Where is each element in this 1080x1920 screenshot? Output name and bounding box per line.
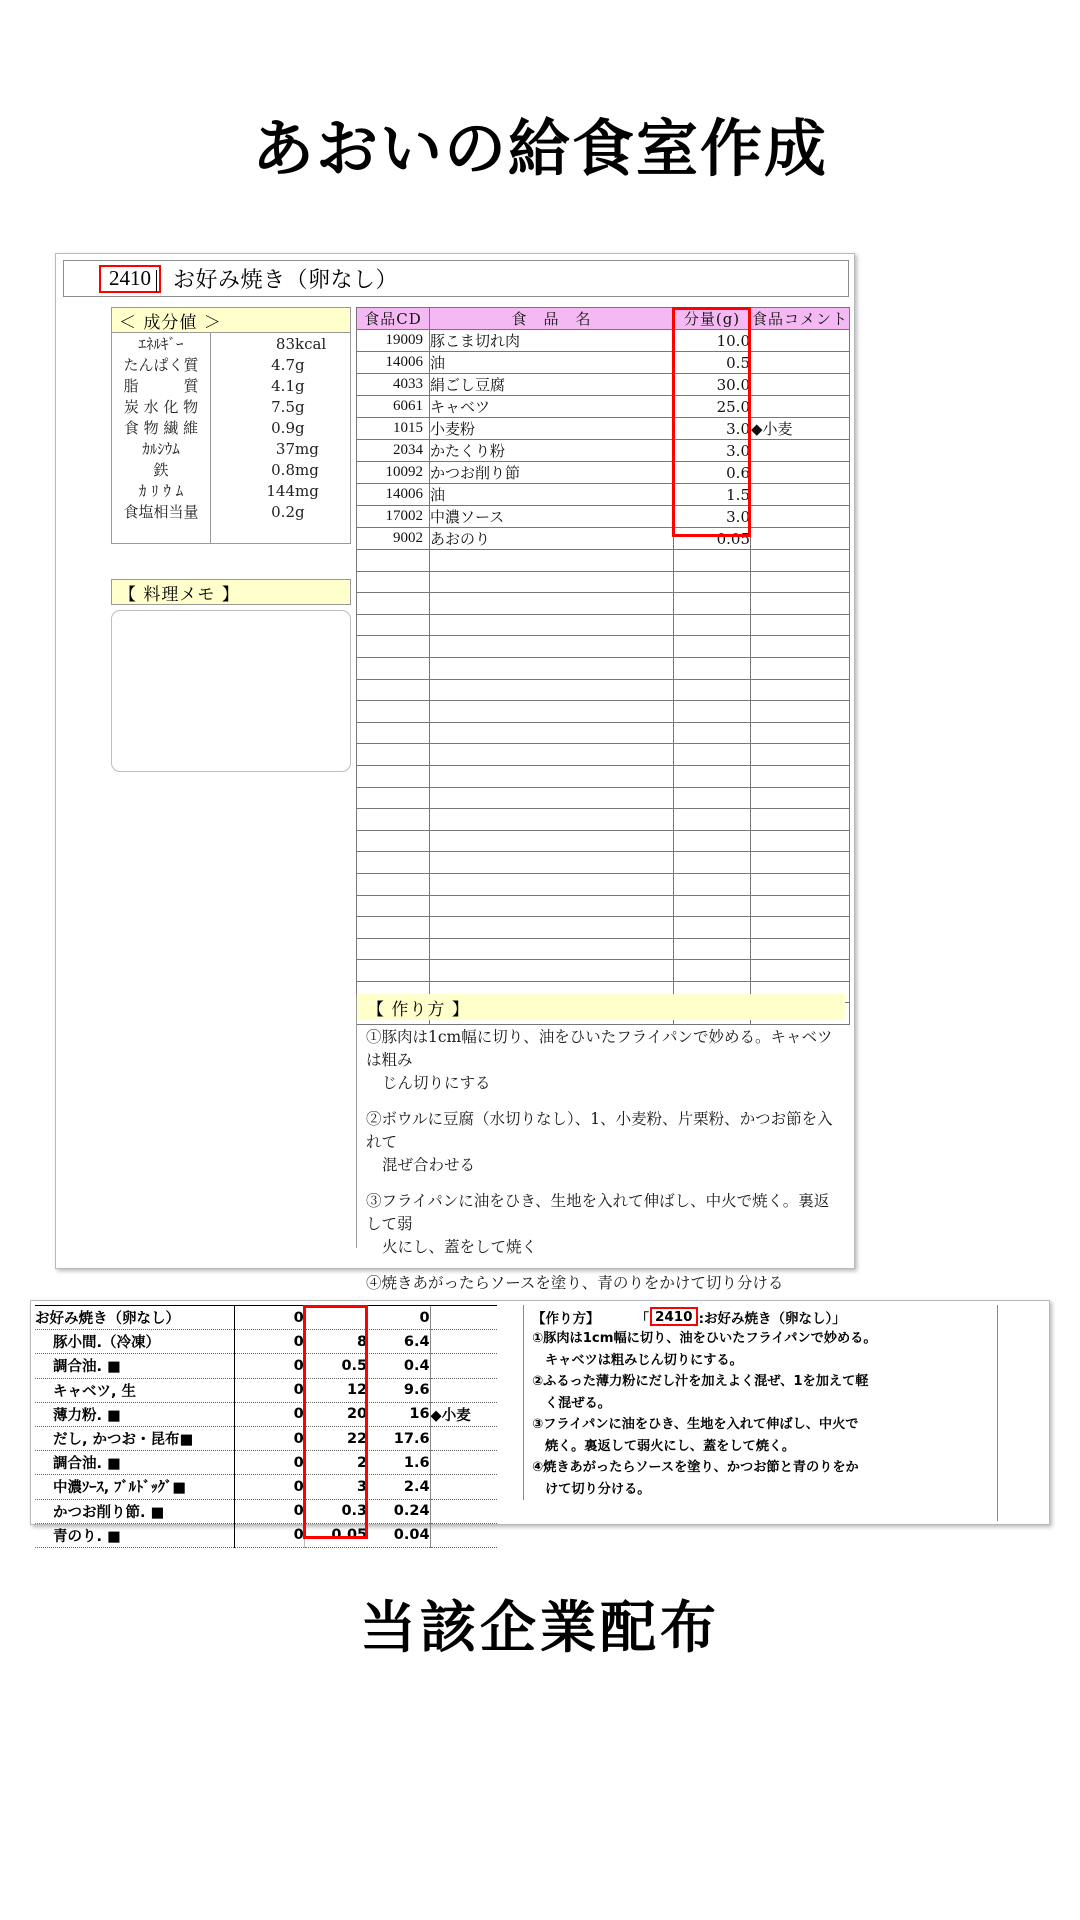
cell-name[interactable] xyxy=(430,765,674,787)
cell-name[interactable]: 小麦粉 xyxy=(430,418,674,440)
nutrition-table xyxy=(111,333,351,544)
cell-code[interactable] xyxy=(357,744,430,766)
cell-code[interactable] xyxy=(357,571,430,593)
cell-name[interactable] xyxy=(430,636,674,658)
summary-cell-v0[interactable]: 0 xyxy=(235,1378,304,1402)
method-step xyxy=(366,1190,841,1259)
cell-name[interactable] xyxy=(430,614,674,636)
cell-code[interactable] xyxy=(357,852,430,874)
summary-cell-v2[interactable]: 0.04 xyxy=(367,1523,430,1547)
nutrition-value: 0.8 xyxy=(271,460,295,479)
nutrition-unit: g xyxy=(295,418,305,437)
cell-name[interactable] xyxy=(430,809,674,831)
cell-comment[interactable] xyxy=(751,506,850,528)
cell-qty[interactable] xyxy=(674,917,751,939)
method-step-cont: 混ぜ合わせる xyxy=(382,1156,476,1174)
summary-cell-comment[interactable] xyxy=(430,1330,497,1354)
cell-comment[interactable] xyxy=(751,852,850,874)
cell-code[interactable] xyxy=(357,917,430,939)
cell-name[interactable]: 油 xyxy=(430,352,674,374)
summary-row[interactable] xyxy=(35,1330,497,1354)
ingredient-row[interactable] xyxy=(357,440,850,462)
cell-code[interactable]: 17002 xyxy=(357,506,430,528)
cell-qty[interactable] xyxy=(674,787,751,809)
ingredient-header-row xyxy=(357,308,850,330)
nutrition-unit: g xyxy=(295,397,305,416)
ingredient-row-empty[interactable] xyxy=(357,765,850,787)
summary-cell-v2[interactable]: 6.4 xyxy=(367,1330,430,1354)
cell-qty[interactable] xyxy=(674,852,751,874)
cell-comment[interactable] xyxy=(751,396,850,418)
summary-cell-v1[interactable]: 20 xyxy=(304,1402,367,1426)
ingredient-row[interactable] xyxy=(357,484,850,506)
ingredient-row-empty[interactable] xyxy=(357,593,850,615)
summary-row[interactable] xyxy=(35,1402,497,1426)
ingredient-row[interactable] xyxy=(357,352,850,374)
cell-name[interactable] xyxy=(430,938,674,960)
method-step-lead: ③フライパンに油をひき、生地を入れて伸ばし、中火で焼く。裏返して弱 xyxy=(366,1192,830,1233)
cell-name[interactable] xyxy=(430,787,674,809)
cell-qty[interactable] xyxy=(674,895,751,917)
cell-name[interactable]: 絹ごし豆腐 xyxy=(430,374,674,396)
cell-qty[interactable] xyxy=(674,830,751,852)
cell-name[interactable] xyxy=(430,722,674,744)
ingredient-row-empty[interactable] xyxy=(357,830,850,852)
summary-cell-v1[interactable]: 0.3 xyxy=(304,1499,367,1523)
nutrition-value: 37 xyxy=(275,439,295,458)
nutrition-value: 4.1 xyxy=(271,376,295,395)
ingredient-row-empty[interactable] xyxy=(357,636,850,658)
cell-comment[interactable] xyxy=(751,593,850,615)
summary-cell-v1[interactable]: 2 xyxy=(304,1451,367,1475)
summary-cell-comment[interactable] xyxy=(430,1354,497,1378)
cell-name[interactable]: キャベツ xyxy=(430,396,674,418)
nutrition-label: 食塩相当量 xyxy=(112,501,211,522)
cell-comment[interactable] xyxy=(751,550,850,572)
summary-step xyxy=(532,1457,1043,1500)
ingredient-row-empty[interactable] xyxy=(357,571,850,593)
ingredient-row[interactable] xyxy=(357,330,850,352)
cell-name[interactable] xyxy=(430,744,674,766)
summary-row[interactable] xyxy=(35,1306,497,1330)
summary-recipe-code[interactable]: 2410 xyxy=(650,1307,698,1326)
method-section-title: 【 作り方 】 xyxy=(356,994,845,1020)
summary-cell-v0[interactable]: 0 xyxy=(235,1330,304,1354)
cell-name[interactable] xyxy=(430,571,674,593)
text-caret xyxy=(156,270,157,292)
cell-code[interactable] xyxy=(357,809,430,831)
cell-comment[interactable] xyxy=(751,330,850,352)
nutrition-value: 0.2 xyxy=(271,502,295,521)
cell-code[interactable] xyxy=(357,614,430,636)
nutrition-row xyxy=(112,501,350,522)
summary-cell-name[interactable]: だし, かつお・昆布■ xyxy=(35,1426,235,1450)
nutrition-label: ｶ ﾘ ｳ ﾑ xyxy=(112,480,211,501)
summary-cell-v2[interactable]: 16 xyxy=(367,1402,430,1426)
cell-qty[interactable]: 3.0 xyxy=(674,506,751,528)
nutrition-unit: kcal xyxy=(295,334,327,353)
cell-qty[interactable]: 1.5 xyxy=(674,484,751,506)
cell-comment[interactable] xyxy=(751,440,850,462)
ingredient-row[interactable] xyxy=(357,528,850,550)
recipe-sheet xyxy=(55,253,855,1292)
ingredient-row-empty[interactable] xyxy=(357,550,850,572)
summary-cell-name[interactable]: 調合油. ■ xyxy=(35,1451,235,1475)
summary-cell-comment[interactable]: ◆小麦 xyxy=(430,1402,497,1426)
summary-step-lead: ④焼きあがったらソースを塗り、かつお節と青のりをか xyxy=(532,1460,859,1475)
summary-cell-comment[interactable] xyxy=(430,1378,497,1402)
ingredient-row[interactable] xyxy=(357,418,850,440)
summary-cell-v0[interactable]: 0 xyxy=(235,1426,304,1450)
summary-steps-list xyxy=(532,1328,1043,1500)
nutrition-spacer xyxy=(112,522,350,543)
nutrition-row xyxy=(112,333,350,354)
nutrition-unit: g xyxy=(295,355,305,374)
summary-step-cont: く混ぜる。 xyxy=(545,1395,611,1411)
cell-code[interactable]: 9002 xyxy=(357,528,430,550)
cell-comment[interactable] xyxy=(751,744,850,766)
ingredient-row[interactable] xyxy=(357,462,850,484)
cell-comment[interactable] xyxy=(751,528,850,550)
summary-cell-v1[interactable]: 3 xyxy=(304,1475,367,1499)
summary-cell-name[interactable]: 中濃ｿｰｽ, ﾌﾞﾙﾄﾞｯｸﾞ■ xyxy=(35,1475,235,1499)
cell-comment[interactable] xyxy=(751,787,850,809)
nutrition-row xyxy=(112,480,350,501)
summary-cell-name[interactable]: 豚小間.（冷凍） xyxy=(35,1330,235,1354)
summary-cell-name[interactable]: 薄力粉. ■ xyxy=(35,1402,235,1426)
summary-cell-comment[interactable] xyxy=(430,1523,497,1547)
nutrition-unit: g xyxy=(295,376,305,395)
method-step-lead: ②ボウルに豆腐（水切りなし）、1、小麦粉、片栗粉、かつお節を入れて xyxy=(366,1110,833,1151)
cell-code[interactable] xyxy=(357,765,430,787)
cell-name[interactable]: 豚こま切れ肉 xyxy=(430,330,674,352)
cell-code[interactable]: 19009 xyxy=(357,330,430,352)
cell-qty[interactable] xyxy=(674,809,751,831)
cell-name[interactable]: かたくり粉 xyxy=(430,440,674,462)
ingredient-row-empty[interactable] xyxy=(357,917,850,939)
nutrition-label: 炭 水 化 物 xyxy=(112,396,211,417)
cell-qty[interactable] xyxy=(674,636,751,658)
cell-code[interactable] xyxy=(357,679,430,701)
cell-comment[interactable] xyxy=(751,484,850,506)
summary-step-lead: ③フライパンに油をひき、生地を入れて伸ばし、中火で xyxy=(532,1417,859,1432)
cell-comment[interactable] xyxy=(751,917,850,939)
summary-cell-v2[interactable]: 0.4 xyxy=(367,1354,430,1378)
cell-name[interactable] xyxy=(430,701,674,723)
cell-code[interactable] xyxy=(357,873,430,895)
cell-qty[interactable] xyxy=(674,701,751,723)
memo-section-title: 【 料理メモ 】 xyxy=(111,579,351,605)
nutrition-unit: mg xyxy=(295,439,319,458)
cell-comment[interactable] xyxy=(751,571,850,593)
cell-name[interactable] xyxy=(430,679,674,701)
nutrition-value: 4.7 xyxy=(271,355,295,374)
nutrition-unit: mg xyxy=(295,481,319,500)
cell-name[interactable]: あおのり xyxy=(430,528,674,550)
summary-method-panel xyxy=(523,1305,1043,1500)
cell-code[interactable] xyxy=(357,657,430,679)
summary-step xyxy=(532,1414,1043,1457)
nutrition-row xyxy=(112,459,350,480)
cell-comment[interactable] xyxy=(751,830,850,852)
cell-qty[interactable]: 30.0 xyxy=(674,374,751,396)
summary-cell-v0[interactable]: 0 xyxy=(235,1354,304,1378)
summary-step xyxy=(532,1371,1043,1414)
summary-cell-v0[interactable]: 0 xyxy=(235,1402,304,1426)
nutrition-row xyxy=(112,417,350,438)
cell-code[interactable] xyxy=(357,787,430,809)
cell-name[interactable] xyxy=(430,895,674,917)
cell-comment[interactable] xyxy=(751,722,850,744)
summary-method-header xyxy=(532,1305,1043,1328)
cell-comment[interactable]: ◆小麦 xyxy=(751,418,850,440)
summary-row[interactable] xyxy=(35,1475,497,1499)
cell-qty[interactable] xyxy=(674,550,751,572)
summary-dish-name: :お好み焼き（卵なし）」 xyxy=(698,1310,846,1327)
col-header-name: 食 品 名 xyxy=(430,308,674,330)
summary-cell-v0[interactable]: 0 xyxy=(235,1306,304,1330)
cell-name[interactable] xyxy=(430,873,674,895)
cell-code[interactable]: 14006 xyxy=(357,352,430,374)
method-step-cont: じん切りにする xyxy=(382,1074,491,1092)
cell-comment[interactable] xyxy=(751,873,850,895)
summary-row[interactable] xyxy=(35,1523,497,1547)
cell-code[interactable] xyxy=(357,701,430,723)
cell-qty[interactable] xyxy=(674,657,751,679)
nutrition-row xyxy=(112,375,350,396)
summary-row[interactable] xyxy=(35,1451,497,1475)
dish-name: お好み焼き（卵なし） xyxy=(173,268,399,293)
cell-code[interactable] xyxy=(357,593,430,615)
cell-code[interactable] xyxy=(357,550,430,572)
memo-textarea[interactable] xyxy=(111,610,351,772)
bracket-open: 「 xyxy=(635,1310,649,1327)
cell-qty[interactable] xyxy=(674,744,751,766)
cell-code[interactable]: 1015 xyxy=(357,418,430,440)
summary-cell-v1[interactable]: 0.05 xyxy=(304,1523,367,1547)
cell-qty[interactable] xyxy=(674,571,751,593)
cell-qty[interactable]: 0.05 xyxy=(674,528,751,550)
nutrition-label: たんぱく質 xyxy=(112,354,211,375)
summary-cell-v1[interactable] xyxy=(304,1306,367,1330)
ingredient-row-empty[interactable] xyxy=(357,701,850,723)
ingredient-row-empty[interactable] xyxy=(357,679,850,701)
cell-qty[interactable] xyxy=(674,614,751,636)
ingredient-row-empty[interactable] xyxy=(357,744,850,766)
col-header-code: 食品CD xyxy=(357,308,430,330)
summary-step-cont: キャベツは粗みじん切りにする。 xyxy=(545,1352,743,1368)
cell-code[interactable] xyxy=(357,960,430,982)
summary-row[interactable] xyxy=(35,1499,497,1523)
ingredient-row-empty[interactable] xyxy=(357,809,850,831)
cell-comment[interactable] xyxy=(751,701,850,723)
summary-cell-v2[interactable]: 2.4 xyxy=(367,1475,430,1499)
ingredient-row[interactable] xyxy=(357,506,850,528)
ingredient-row[interactable] xyxy=(357,396,850,418)
summary-cell-v0[interactable]: 0 xyxy=(235,1499,304,1523)
cell-qty[interactable] xyxy=(674,960,751,982)
summary-cell-v1[interactable]: 0.5 xyxy=(304,1354,367,1378)
nutrition-value: 144 xyxy=(266,481,295,500)
nutrition-value: 7.5 xyxy=(271,397,295,416)
method-step xyxy=(366,1026,841,1095)
ingredient-row-empty[interactable] xyxy=(357,852,850,874)
ingredient-row-empty[interactable] xyxy=(357,787,850,809)
cell-comment[interactable] xyxy=(751,679,850,701)
summary-cell-name[interactable]: お好み焼き（卵なし） xyxy=(35,1306,235,1330)
cell-name[interactable] xyxy=(430,550,674,572)
summary-table xyxy=(35,1305,497,1548)
ingredient-row-empty[interactable] xyxy=(357,938,850,960)
ingredient-table xyxy=(356,307,850,1025)
cell-qty[interactable]: 3.0 xyxy=(674,418,751,440)
cell-comment[interactable] xyxy=(751,462,850,484)
cell-name[interactable] xyxy=(430,917,674,939)
nutrition-value: 0.9 xyxy=(271,418,295,437)
cell-name[interactable]: かつお削り節 xyxy=(430,462,674,484)
ingredient-row-empty[interactable] xyxy=(357,873,850,895)
summary-row[interactable] xyxy=(35,1426,497,1450)
cell-comment[interactable] xyxy=(751,765,850,787)
summary-cell-v2[interactable]: 9.6 xyxy=(367,1378,430,1402)
nutrition-label: 脂 質 xyxy=(112,375,211,396)
nutrition-row xyxy=(112,396,350,417)
method-step xyxy=(366,1108,841,1177)
cell-name[interactable] xyxy=(430,593,674,615)
summary-step-lead: ②ふるった薄力粉にだし汁を加えよく混ぜ、1を加えて軽 xyxy=(532,1374,869,1389)
summary-cell-v1[interactable]: 22 xyxy=(304,1426,367,1450)
summary-cell-comment[interactable] xyxy=(430,1499,497,1523)
summary-row[interactable] xyxy=(35,1378,497,1402)
recipe-code-field[interactable] xyxy=(99,265,161,293)
nutrition-row xyxy=(112,438,350,459)
cell-name[interactable]: 油 xyxy=(430,484,674,506)
cell-qty[interactable] xyxy=(674,593,751,615)
cell-comment[interactable] xyxy=(751,636,850,658)
cell-code[interactable]: 6061 xyxy=(357,396,430,418)
ingredient-row[interactable] xyxy=(357,374,850,396)
cell-comment[interactable] xyxy=(751,895,850,917)
nutrition-label: ｶﾙｼｳﾑ xyxy=(112,438,211,459)
summary-cell-v1[interactable]: 8 xyxy=(304,1330,367,1354)
cell-qty[interactable] xyxy=(674,722,751,744)
nutrition-unit: g xyxy=(295,502,305,521)
method-step-lead: ①豚肉は1cm幅に切り、油をひいたフライパンで妙める。キャベツは粗み xyxy=(366,1028,833,1069)
summary-cell-v1[interactable]: 12 xyxy=(304,1378,367,1402)
cell-code[interactable]: 4033 xyxy=(357,374,430,396)
summary-cell-v2[interactable]: 0 xyxy=(367,1306,430,1330)
summary-cell-name[interactable]: 青のり. ■ xyxy=(35,1523,235,1547)
cell-qty[interactable]: 3.0 xyxy=(674,440,751,462)
ingredient-row-empty[interactable] xyxy=(357,722,850,744)
summary-cell-name[interactable]: キャベツ, 生 xyxy=(35,1378,235,1402)
summary-cell-v2[interactable]: 0.24 xyxy=(367,1499,430,1523)
recipe-header-row xyxy=(63,260,849,297)
ingredient-row-empty[interactable] xyxy=(357,657,850,679)
summary-step-lead: ①豚肉は1cm幅に切り、油をひいたフライパンで妙める。 xyxy=(532,1331,877,1346)
cell-code[interactable] xyxy=(357,636,430,658)
cell-code[interactable] xyxy=(357,938,430,960)
cell-comment[interactable] xyxy=(751,352,850,374)
cell-name[interactable] xyxy=(430,830,674,852)
summary-cell-v0[interactable]: 0 xyxy=(235,1451,304,1475)
summary-step-cont: けて切り分ける。 xyxy=(545,1481,651,1497)
summary-step-cont: 焼く。裏返して弱火にし、蓋をして焼く。 xyxy=(545,1438,796,1454)
cell-code[interactable] xyxy=(357,722,430,744)
col-header-qty: 分量(g) xyxy=(674,308,751,330)
recipe-code-value: 2410 xyxy=(109,266,151,290)
cell-comment[interactable] xyxy=(751,614,850,636)
ingredient-row-empty[interactable] xyxy=(357,614,850,636)
method-step-lead: ④焼きあがったらソースを塗り、青のりをかけて切り分ける xyxy=(366,1274,784,1292)
cell-code[interactable]: 14006 xyxy=(357,484,430,506)
summary-sheet xyxy=(30,1300,1050,1545)
summary-step xyxy=(532,1328,1043,1371)
summary-cell-comment[interactable] xyxy=(430,1475,497,1499)
cell-qty[interactable] xyxy=(674,873,751,895)
cell-comment[interactable] xyxy=(751,960,850,982)
cell-qty[interactable] xyxy=(674,938,751,960)
summary-cell-comment[interactable] xyxy=(430,1426,497,1450)
method-step xyxy=(366,1272,841,1295)
summary-cell-v2[interactable]: 17.6 xyxy=(367,1426,430,1450)
ingredient-row-empty[interactable] xyxy=(357,960,850,982)
page-footer: 当該企業配布 xyxy=(360,1595,720,1661)
cell-code[interactable]: 2034 xyxy=(357,440,430,462)
cell-name[interactable] xyxy=(430,960,674,982)
summary-cell-comment[interactable] xyxy=(430,1306,497,1330)
summary-row[interactable] xyxy=(35,1354,497,1378)
cell-comment[interactable] xyxy=(751,374,850,396)
nutrition-row xyxy=(112,354,350,375)
cell-comment[interactable] xyxy=(751,657,850,679)
cell-comment[interactable] xyxy=(751,938,850,960)
cell-qty[interactable] xyxy=(674,679,751,701)
summary-cell-name[interactable]: 調合油. ■ xyxy=(35,1354,235,1378)
cell-comment[interactable] xyxy=(751,809,850,831)
summary-cell-v2[interactable]: 1.6 xyxy=(367,1451,430,1475)
cell-code[interactable] xyxy=(357,895,430,917)
cell-code[interactable] xyxy=(357,830,430,852)
nutrition-section-title: ＜ 成分値 ＞ xyxy=(111,307,351,333)
ingredient-row-empty[interactable] xyxy=(357,895,850,917)
page-title: あおいの給食室作成 xyxy=(251,112,828,185)
summary-cell-v0[interactable]: 0 xyxy=(235,1475,304,1499)
cell-qty[interactable]: 0.5 xyxy=(674,352,751,374)
cell-code[interactable]: 10092 xyxy=(357,462,430,484)
cell-name[interactable] xyxy=(430,852,674,874)
nutrition-unit: mg xyxy=(295,460,319,479)
method-step-cont: 火にし、蓋をして焼く xyxy=(382,1238,538,1256)
cell-name[interactable]: 中濃ソース xyxy=(430,506,674,528)
nutrition-value: 83 xyxy=(275,334,295,353)
col-header-comment: 食品コメント xyxy=(751,308,850,330)
method-steps-list xyxy=(356,1020,845,1292)
nutrition-label: ｴﾈﾙｷﾞｰ xyxy=(112,333,211,354)
nutrition-label: 食 物 繊 維 xyxy=(112,417,211,438)
nutrition-label: 鉄 xyxy=(112,459,211,480)
summary-cell-name[interactable]: かつお削り節. ■ xyxy=(35,1499,235,1523)
cell-qty[interactable]: 10.0 xyxy=(674,330,751,352)
cell-qty[interactable] xyxy=(674,765,751,787)
summary-cell-comment[interactable] xyxy=(430,1451,497,1475)
cell-qty[interactable]: 25.0 xyxy=(674,396,751,418)
summary-cell-v0[interactable]: 0 xyxy=(235,1523,304,1547)
summary-method-label: 【作り方】 xyxy=(532,1310,600,1327)
cell-name[interactable] xyxy=(430,657,674,679)
cell-qty[interactable]: 0.6 xyxy=(674,462,751,484)
